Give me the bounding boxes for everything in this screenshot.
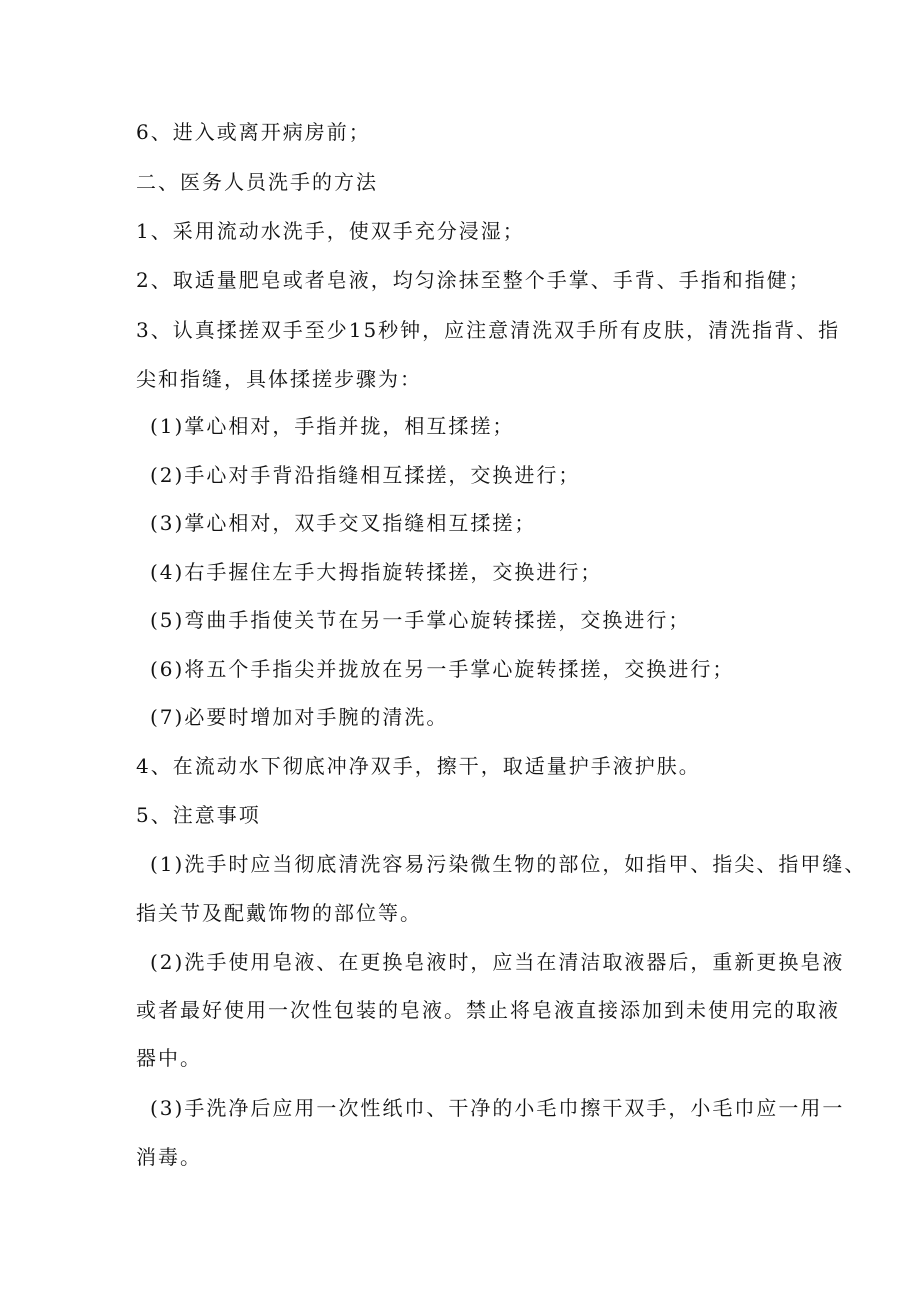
step-item: (6)将五个手指尖并拢放在另一手掌心旋转揉搓，交换进行； — [150, 657, 735, 681]
step-item: (4)右手握住左手大拇指旋转揉搓，交换进行； — [150, 560, 603, 584]
text-line: 指关节及配戴饰物的部位等。 — [136, 901, 422, 925]
text-line: 消毒。 — [136, 1145, 202, 1169]
text-line: 3、认真揉搓双手至少15秒钟，应注意清洗双手所有皮肤，清洗指背、指 — [136, 318, 841, 342]
section-heading: 二、医务人员洗手的方法 — [136, 170, 378, 194]
note-item: (2)洗手使用皂液、在更换皂液时，应当在清洁取液器后，重新更换皂液 — [150, 950, 845, 974]
text-line: 或者最好使用一次性包装的皂液。禁止将皂液直接添加到未使用完的取液 — [136, 998, 840, 1022]
text-line: 尖和指缝，具体揉搓步骤为： — [136, 367, 422, 391]
text-line: 器中。 — [136, 1046, 202, 1070]
text-line: 4、在流动水下彻底冲净双手，擦干，取适量护手液护肤。 — [136, 754, 701, 778]
step-item: (3)掌心相对，双手交叉指缝相互揉搓； — [150, 511, 537, 535]
section-heading: 5、注意事项 — [136, 803, 261, 827]
text-line: 2、取适量肥皂或者皂液，均匀涂抹至整个手掌、手背、手指和指健； — [136, 268, 811, 292]
step-item: (7)必要时增加对手腕的清洗。 — [150, 705, 449, 729]
text-line: 1、采用流动水洗手，使双手充分浸湿； — [136, 219, 525, 243]
note-item: (1)洗手时应当彻底清洗容易污染微生物的部位，如指甲、指尖、指甲缝、 — [150, 852, 867, 876]
step-item: (2)手心对手背沿指缝相互揉搓，交换进行； — [150, 463, 581, 487]
text-line: 6、进入或离开病房前； — [136, 120, 371, 144]
step-item: (1)掌心相对，手指并拢，相互揉搓； — [150, 414, 515, 438]
note-item: (3)手洗净后应用一次性纸巾、干净的小毛巾擦干双手，小毛巾应一用一 — [150, 1096, 845, 1120]
step-item: (5)弯曲手指使关节在另一手掌心旋转揉搓，交换进行； — [150, 608, 691, 632]
